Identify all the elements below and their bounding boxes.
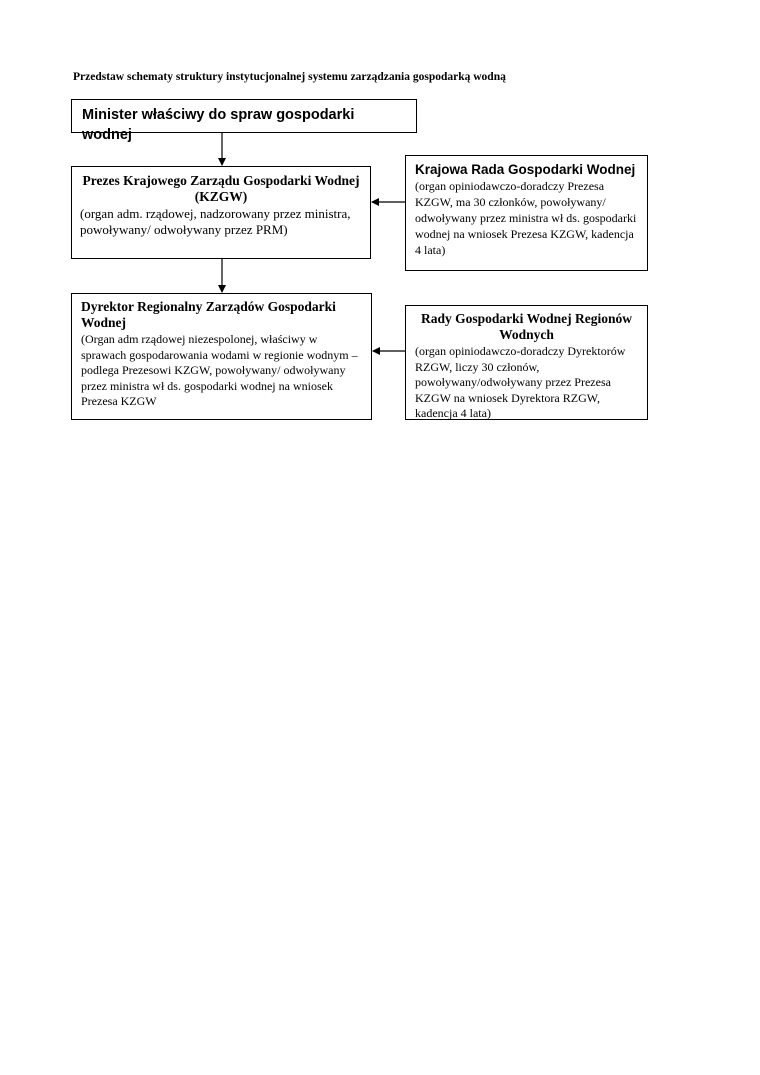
prezes-kzgw-description: (organ adm. rządowej, nadzorowany przez ministra, powoływany/ odwoływany przez PRM) bbox=[80, 206, 351, 237]
minister-title: Minister właściwy do spraw gospodarki wodnej bbox=[82, 107, 355, 143]
rady-regionow-description: (organ opiniodawczo-doradczy Dyrektorów RZGW, liczy 30 członów, powoływany/odwoływany przez Prezesa KZGW na wniosek Dyrektora RZGW, kadencja 4 lata) bbox=[415, 344, 626, 420]
rady-regionow-box bbox=[405, 305, 648, 420]
krajowa-rada-box bbox=[405, 155, 648, 271]
minister-box bbox=[71, 99, 417, 143]
krajowa-rada-description: (organ opiniodawczo-doradczy Prezesa KZGW, ma 30 członków, powoływany/ odwoływany przez ministra wł ds. gospodarki wodnej na wniosek Prezesa KZGW, kadencja 4 lata) bbox=[415, 179, 637, 257]
dyrektor-rzgw-description: (Organ adm rządowej niezespolonej, właściwy w sprawach gospodarowania wodami w regionie wodnym – podlega Prezesowi KZGW, powoływany/ odwoływany przez ministra wł ds. gospodarki wodnej na wniosek Prezesa KZGW bbox=[81, 332, 358, 408]
dyrektor-rzgw-title: Dyrektor Regionalny Zarządów Gospodarki Wodnej bbox=[81, 299, 336, 330]
dyrektor-rzgw-box bbox=[71, 293, 372, 420]
prezes-kzgw-title: Prezes Krajowego Zarządu Gospodarki Wodnej (KZGW) bbox=[82, 173, 360, 204]
rady-regionow-title: Rady Gospodarki Wodnej Regionów Wodnych bbox=[421, 311, 632, 342]
krajowa-rada-title: Krajowa Rada Gospodarki Wodnej bbox=[415, 162, 636, 177]
page-heading: Przedstaw schematy struktury instytucjonalnej systemu zarządzania gospodarką wodną bbox=[73, 71, 506, 83]
prezes-kzgw-box bbox=[71, 166, 371, 259]
